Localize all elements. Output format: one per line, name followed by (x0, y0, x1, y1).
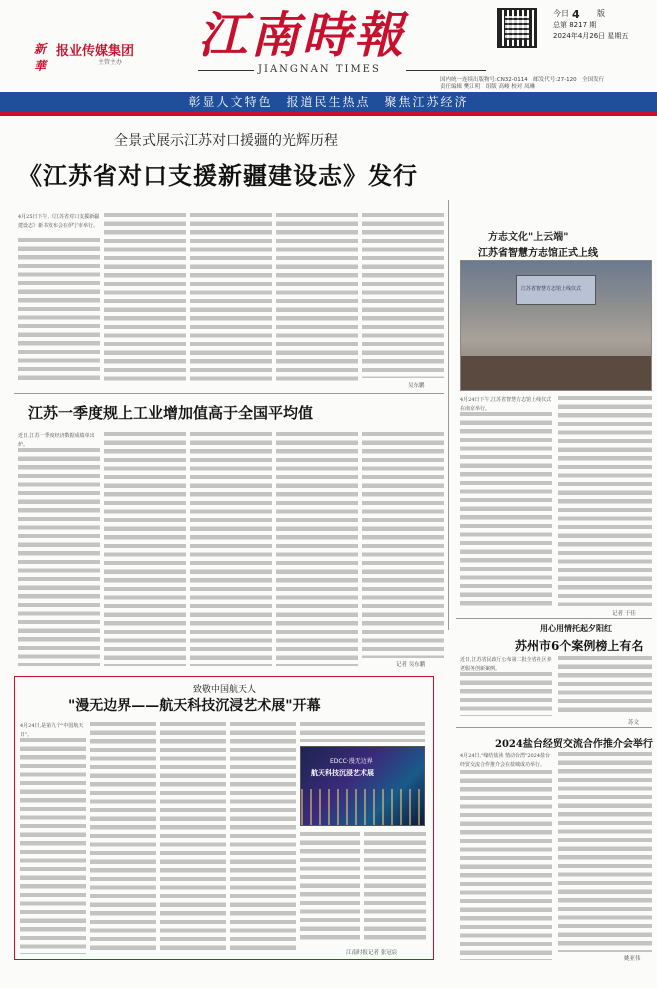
exhibition-photo-caption: EDCC·漫无边界 (330, 758, 373, 765)
feature-intro: 4月24日,是第九个"中国航天日"。 (20, 723, 84, 738)
right-bottom-author: 姚亚伟 (624, 956, 641, 962)
issue-date: 2024年4月26日 星期五 (553, 32, 629, 40)
page-suffix: 版 (597, 9, 605, 18)
right-mid-intro: 近日,江苏省民政厅公布第二批全省社区养老服务创新案例。 (460, 657, 552, 672)
right-top-col-2 (558, 396, 652, 606)
column-divider (448, 200, 449, 630)
lead-body-col-4 (276, 213, 358, 383)
publisher-logo-icon: 新華 (34, 42, 47, 73)
exhibition-photo-title: 航天科技沉浸艺术展 (311, 769, 374, 777)
mid-body-col-4 (276, 432, 358, 666)
feature-col-1 (20, 738, 86, 954)
lead-body-col-3 (190, 213, 272, 383)
mid-body-col-1 (18, 448, 100, 666)
publisher-subtitle: 主管主办 (98, 59, 123, 66)
feature-col-5-bottom (300, 832, 360, 944)
title-rule-right (406, 70, 486, 71)
section-divider-2 (456, 618, 652, 619)
right-top-kicker: 方志文化"上云端" (488, 232, 569, 243)
section-divider-1 (14, 393, 444, 394)
photo-screen-text: 江苏省智慧方志馆上线仪式 (521, 286, 582, 292)
right-mid-kicker: 用心用情托起夕阳红 (540, 623, 612, 633)
banner-rule (0, 112, 657, 116)
mid-body-col-5 (362, 432, 444, 658)
lead-body-intro: 4月25日下午,《江苏省对口支援新疆建设志》新书发布会在伊宁市举行。 (18, 214, 100, 229)
feature-col-4 (230, 722, 296, 954)
paper-title: 江南時報 (198, 6, 407, 64)
right-bottom-intro: 4月24日,"缘结盐渎 情动台湾"2024盐台经贸交流合作推介会在盐城成功举行。 (460, 753, 551, 768)
title-rule-left (198, 70, 254, 71)
issue-day-label: 今日 (553, 9, 569, 18)
feature-col-3 (160, 722, 226, 954)
issue-total: 总第 8217 期 (553, 21, 597, 29)
feature-kicker: 致敬中国航天人 (193, 685, 257, 695)
lead-headline: 《江苏省对口支援新疆建设志》发行 (18, 161, 418, 190)
mid-author: 记者 吴东鹏 (396, 662, 426, 668)
feature-col-2 (90, 722, 156, 954)
right-top-headline: 江苏省智慧方志馆正式上线 (478, 248, 598, 259)
lead-body-col-1 (18, 238, 100, 383)
right-bottom-headline: 2024盐台经贸交流合作推介会举行 (495, 739, 653, 750)
right-top-author: 记者 于佳 (612, 611, 636, 617)
right-top-col-1 (460, 412, 552, 607)
lead-author: 吴东鹏 (408, 383, 425, 389)
photo-lights (301, 789, 425, 826)
section-divider-3 (456, 727, 652, 728)
mid-headline: 江苏一季度规上工业增加值高于全国平均值 (28, 404, 314, 422)
feature-headline: "漫无边界——航天科技沉浸艺术展"开幕 (68, 698, 321, 714)
qr-code-pattern (505, 16, 529, 40)
right-mid-col-2 (558, 656, 652, 716)
lead-body-col-2 (104, 213, 186, 383)
mid-body-col-3 (190, 432, 272, 666)
mid-body-col-2 (104, 432, 186, 666)
right-bottom-col-1 (460, 770, 552, 960)
right-mid-headline: 苏州市6个案例榜上有名 (515, 639, 644, 653)
lead-kicker: 全景式展示江苏对口援疆的光辉历程 (114, 133, 338, 149)
publisher-name: 报业传媒集团 (56, 44, 135, 59)
mid-body-intro: 近日,江苏一季度经济数据成绩单出炉。 (18, 433, 95, 448)
right-mid-col-1 (460, 672, 552, 716)
lead-body-col-5 (362, 213, 444, 378)
slogan-banner: 彰显人文特色 报道民生热点 聚焦江苏经济 (0, 92, 657, 112)
right-mid-author: 苏文 (628, 720, 640, 726)
feature-col-5-top (300, 722, 425, 742)
page-number: 4 (572, 8, 580, 21)
feature-author: 江南时报记者 张冠宸 (346, 950, 398, 956)
right-bottom-col-2 (558, 752, 652, 952)
paper-title-en: JIANGNAN TIMES (258, 64, 381, 75)
feature-col-6-bottom (364, 832, 426, 944)
editor-credits: 责任编辑 樊江明 组版 高峻 校对 凤琳 (440, 84, 535, 90)
registration-info: 国内统一连续出版物号:CN32-0114 邮发代号:27-120 全国发行 (440, 77, 605, 83)
right-top-intro: 4月24日下午,江苏省智慧方志馆上线仪式在南京举行。 (460, 397, 552, 412)
ceremony-photo (460, 260, 652, 391)
photo-stage (461, 356, 652, 391)
